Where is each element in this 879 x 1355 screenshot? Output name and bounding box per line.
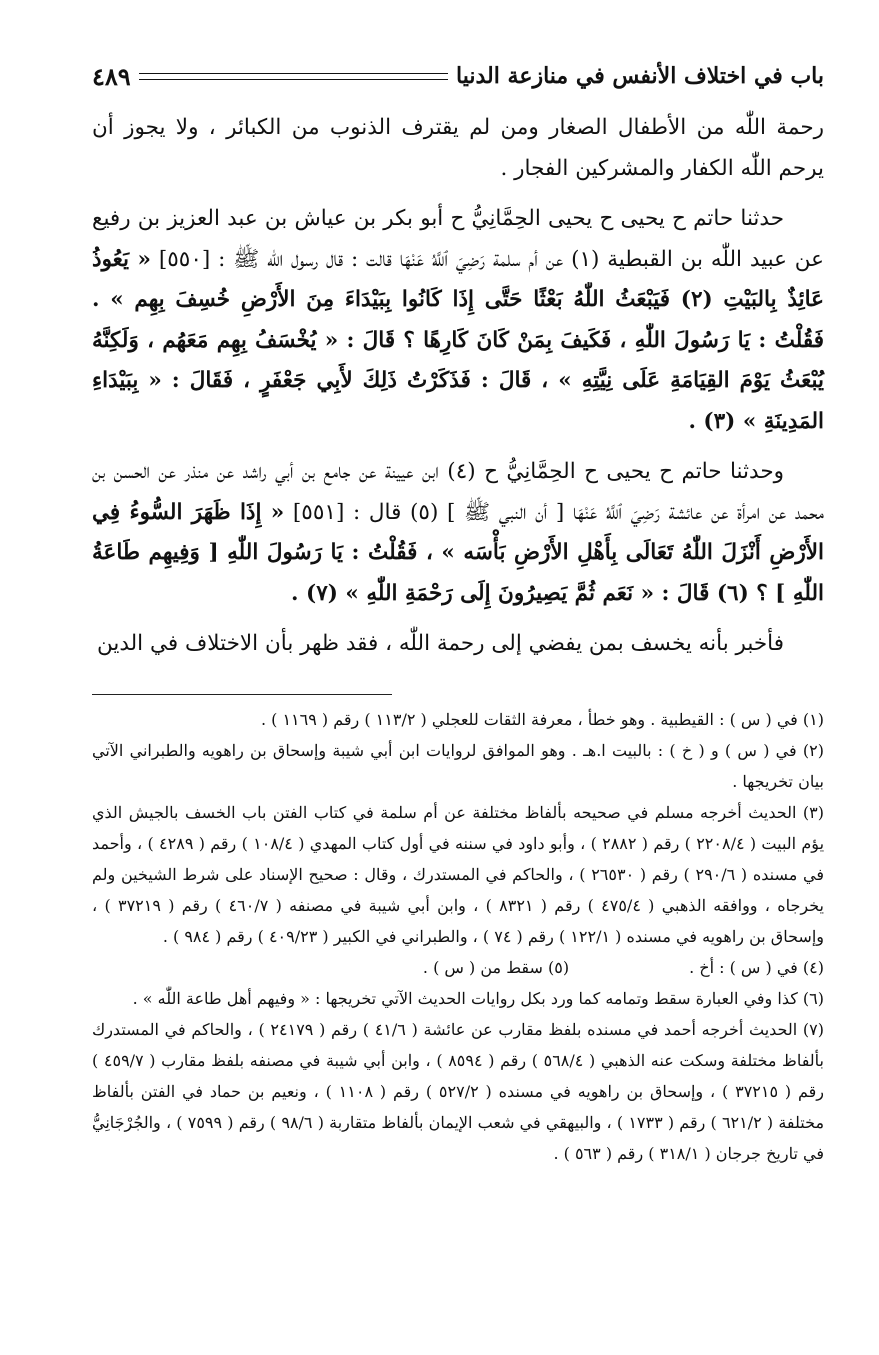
footnote-1: (١) في ( س ) : القيطبية . وهو خطأ ، معرفة الثقات للعجلي ( ١١٣/٢ ) رقم ( ١١٦٩ ) . (260, 710, 824, 729)
paragraph-1: رحمة اللّٰه من الأطفال الصغار ومن لم يقترف الذنوب من الكبائر ، ولا يجوز أن يرحم اللّٰه الكفار والمشركين الفجار . (92, 115, 824, 181)
footnote-3: (٣) الحديث أخرجه مسلم في صحيحه بألفاظ مختلفة عن أم سلمة في كتاب الفتن باب الخسف بالجيش الذي يؤم البيت ( ٢٢٠٨/٤ ) رقم ( ٢٨٨٢ ) ، وأبو داود في سننه في أول كتاب المهدي ( ١٠٨/٤ ) رقم ( ٤٢٨٩ ) ، وأحمد في مسنده ( ٢٩٠/٦ ) رقم ( ٢٦٥٣٠ ) ، والحاكم في المستدرك ، وقال : صحيح الإسناد على شرط الشيخين ولم يخرجاه ، ووافقه الذهبي ( ٤٧٥/٤ ) رقم ( ٨٣٢١ ) ، وابن أبي شيبة في مصنفه ( ٤٦٠/٧ ) رقم ( ٣٧٢١٩ ) ، وإسحاق بن راهويه في مسنده ( ١٢٢/١ ) رقم ( ٧٤ ) ، والطبراني في الكبير ( ٤٠٩/٢٣ ) رقم ( ٩٨٤ ) . (92, 803, 825, 946)
isnad-551: وحدثنا حاتم ح يحيى ح الحِمَّانِيُّ ح (٤) ابن عيينة عن جامع بن أبي راشد عن منذر عن الحسن بن محمد عن امرأة عن عائشة رَضِيَ ٱللَّهُ عَنْهَا [ أن النبي ﷺ ] (٥) قال : [٥٥١] (92, 459, 824, 525)
running-header (92, 56, 824, 96)
paragraph-4: فأخبر بأنه يخسف بمن يفضي إلى رحمة اللّٰه ، فقد ظهر بأن الاختلاف في الدين (96, 631, 784, 656)
hadith-551: « إِذَا ظَهَرَ السُّوءُ فِي الأَرْضِ أَنْزَلَ اللّٰهُ تَعَالَى بِأَهْلِ الأَرْضِ بَأْسَه » ، فَقُلْتُ : يَا رَسُولَ اللّٰهِ [ وَفِيهِم طَاعَةُ اللّٰهِ ] ؟ (٦) قَالَ : « نَعَم ثُمَّ يَصِيرُونَ إِلَى رَحْمَةِ اللّٰهِ » (٧) . (92, 499, 824, 606)
isnad-550: حدثنا حاتم ح يحيى ح يحيى الحِمَّانِيُّ ح أبو بكر بن عياش بن عبد العزيز بن رفيع عن عبيد اللّٰه بن القبطية (١) عن أم سلمة رَضِيَ ٱللَّهُ عَنْهَا قالت : قال رسول اللّٰه ﷺ : [٥٥٠] (92, 206, 824, 272)
paragraph-3 (92, 452, 824, 614)
footnote-6: (٦) كذا وفي العبارة سقط وتمامه كما ورد بكل روايات الحديث الآتي تخريجها : « وفيهم أهل طاعة اللّٰه » . (132, 989, 824, 1008)
footnote-7: (٧) الحديث أخرجه أحمد في مسنده بلفظ مقارب عن عائشة ( ٤١/٦ ) رقم ( ٢٤١٧٩ ) ، والحاكم في المستدرك بألفاظ مختلفة وسكت عنه الذهبي ( ٥٦٨/٤ ) رقم ( ٨٥٩٤ ) ، وابن أبي شيبة في مصنفه بلفظ مقارب ( ٤٥٩/٧ ) رقم ( ٣٧٢١٥ ) ، وإسحاق بن راهويه في مسنده ( ٥٢٧/٢ ) رقم ( ١١٠٨ ) ، ونعيم بن حماد في الفتن بألفاظ مختلفة ( ٦٢١/٢ ) رقم ( ١٧٣٣ ) ، والبيهقي في شعب الإيمان بألفاظ متقاربة ( ٩٨/٦ ) رقم ( ٧٥٩٩ ) ، والجُرْجَانِيُّ في تاريخ جرجان ( ٣١٨/١ ) رقم ( ٥٦٣ ) . (92, 1020, 825, 1163)
hadith-550: « يَعُوذُ عَائِذٌ بِالبَيْتِ (٢) فَيَبْعَثُ اللّٰهُ بَعْثًا حَتَّى إِذَا كَانُوا بِبَيْدَاءَ مِنَ الأَرْضِ خُسِفَ بِهِم » . فَقُلْتُ : يَا رَسُولَ اللّٰهِ ، فَكَيفَ بِمَنْ كَانَ كَارِهًا ؟ قَالَ : « يُخْسَفُ بِهِم مَعَهُم ، وَلَكِنَّهُ يُبْعَثُ يَوْمَ القِيَامَةِ عَلَى نِيَّتِهِ » ، قَالَ : فَذَكَرْتُ ذَلِكَ لأَبِي جَعْفَرٍ ، فَقَالَ : « بِبَيْدَاءِ المَدِينَةِ » (٣) . (92, 246, 824, 434)
footnotes (92, 704, 824, 1169)
footnote-2: (٢) في ( س ) و ( خ ) : بالبيت ا.هـ . وهو الموافق لروايات ابن أبي شيبة وإسحاق بن راهويه والطبراني الآتي بيان تخريجها . (92, 741, 824, 791)
paragraph-2 (92, 199, 824, 442)
footnote-4: (٤) في ( س ) : أخ . (689, 958, 824, 977)
main-text (92, 108, 824, 675)
page-number: ٤٨٩ (92, 61, 131, 91)
footnote-separator (92, 694, 392, 695)
header-rule (139, 73, 448, 80)
chapter-title: باب في اختلاف الأنفس في منازعة الدنيا (456, 63, 824, 89)
footnote-5: (٥) سقط من ( س ) . (422, 958, 570, 977)
footnote-row-4-5 (92, 952, 824, 983)
